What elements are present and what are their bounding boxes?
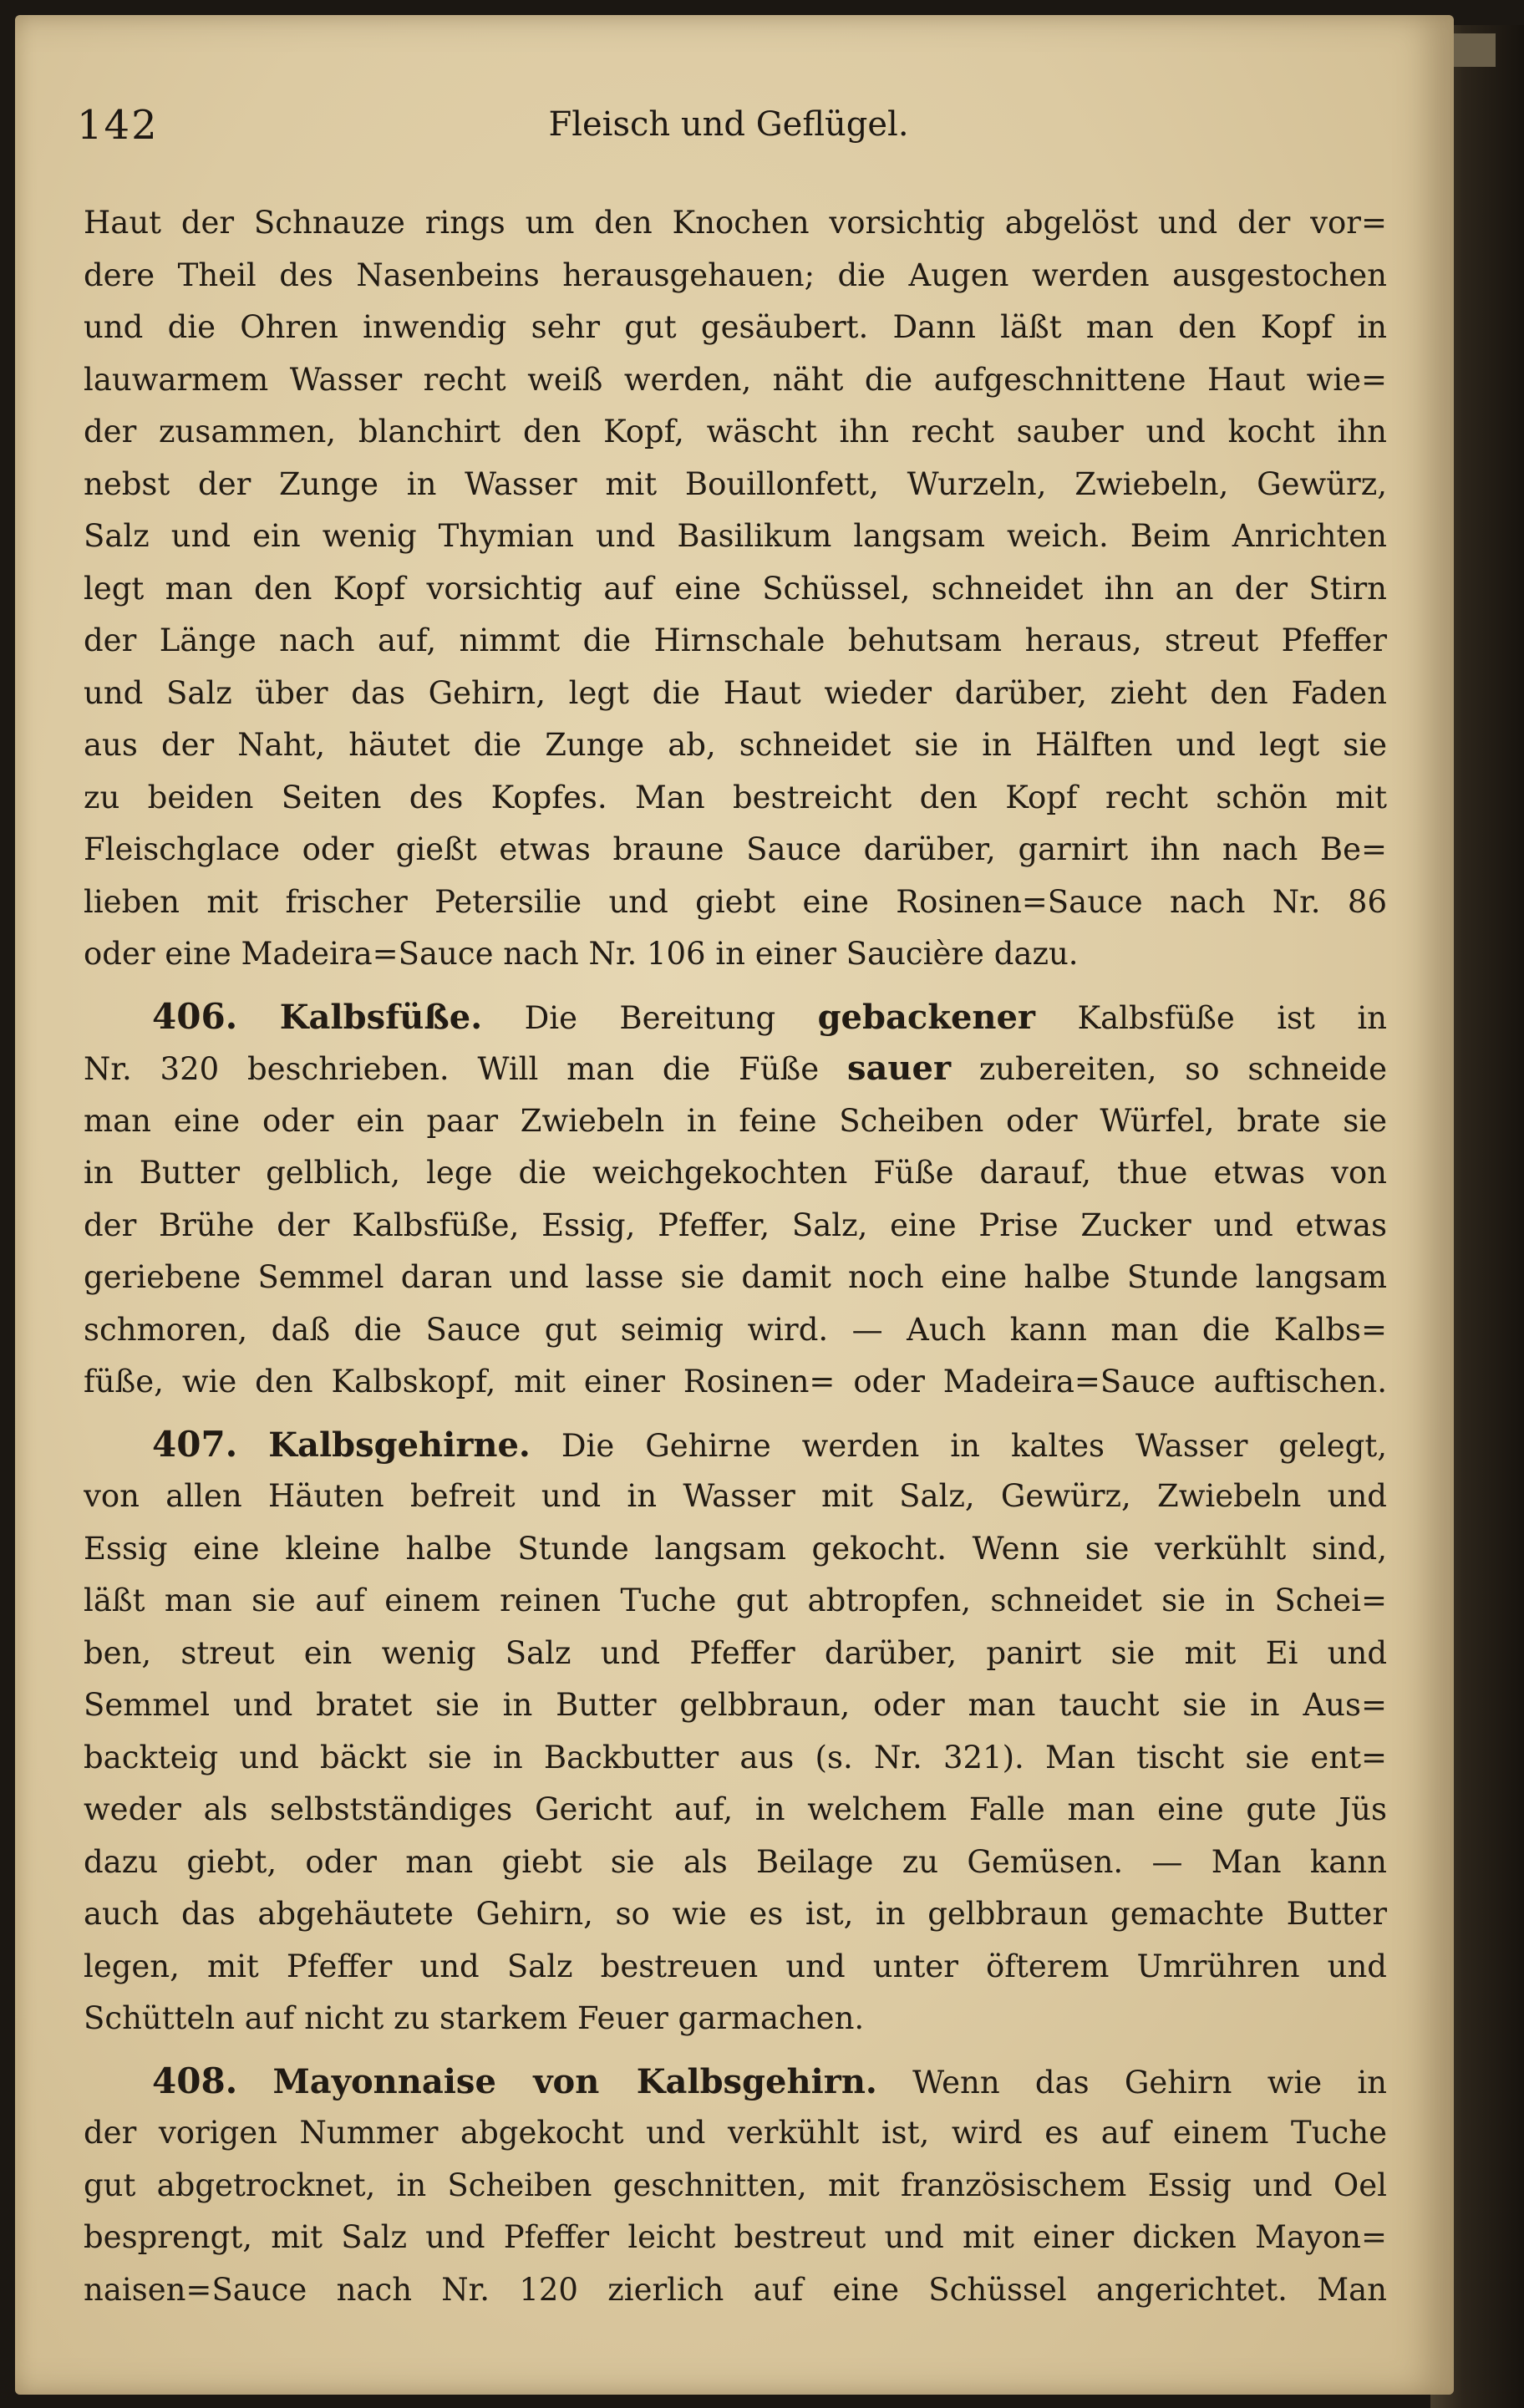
text-line: läßt man sie auf einem reinen Tuche gut abtropfen, schneidet sie in Schei=: [84, 1582, 1387, 1618]
text-run: Wenn das Gehirn wie in: [912, 2064, 1387, 2101]
page-number: 142: [77, 102, 159, 149]
continuation-paragraph: [84, 197, 1387, 981]
entry-number: 408.: [152, 2060, 238, 2101]
text-line: backteig und bäckt sie in Backbutter aus (s. Nr. 321). Man tischt sie ent=: [84, 1739, 1387, 1776]
text-line: der Brühe der Kalbsfüße, Essig, Pfeffer, Salz, eine Prise Zucker und etwas: [84, 1207, 1387, 1243]
text-run: Nr. 320 beschrieben. Will man die Füße: [84, 1051, 820, 1087]
entry-408: [84, 2055, 1387, 2317]
text-line: legen, mit Pfeffer und Salz bestreuen und unter öfterem Umrühren und: [84, 1948, 1387, 1984]
text-run: Kalbsfüße ist in: [1077, 999, 1387, 1036]
emphasized-word: gebackener: [817, 997, 1036, 1037]
text-line: Semmel und bratet sie in Butter gelbbraun, oder man taucht sie in Aus=: [84, 1687, 1387, 1723]
text-line: der zusammen, blanchirt den Kopf, wäscht ihn recht sauber und kocht ihn: [84, 414, 1387, 450]
text-line: legt man den Kopf vorsichtig auf eine Schüssel, schneidet ihn an der Stirn: [84, 570, 1387, 607]
text-line: Fleischglace oder gießt etwas braune Sauce darüber, garnirt ihn nach Be=: [84, 831, 1387, 867]
text-line: Salz und ein wenig Thymian und Basilikum langsam weich. Beim Anrichten: [84, 518, 1387, 554]
text-line: Haut der Schnauze rings um den Knochen vorsichtig abgelöst und der vor=: [84, 205, 1387, 241]
entry-title: Kalbsfüße.: [279, 997, 483, 1037]
text-line: Essig eine kleine halbe Stunde langsam gekocht. Wenn sie verkühlt sind,: [84, 1530, 1387, 1567]
text-run: Die Bereitung: [524, 999, 776, 1036]
page-body: [84, 197, 1387, 2316]
text-line: oder eine Madeira=Sauce nach Nr. 106 in einer Saucière dazu.: [84, 936, 1079, 972]
text-line: zu beiden Seiten des Kopfes. Man bestreicht den Kopf recht schön mit: [84, 779, 1387, 815]
text-line: [84, 1043, 1387, 1095]
text-line: dere Theil des Nasenbeins herausgehauen; die Augen werden ausgestochen: [84, 257, 1387, 293]
entry-title: Kalbsgehirne.: [268, 1425, 531, 1465]
text-line: weder als selbstständiges Gericht auf, in welchem Falle man eine gute Jüs: [84, 1791, 1387, 1827]
paragraph-gap: [84, 1409, 1387, 1419]
text-line: auch das abgehäutete Gehirn, so wie es ist, in gelbbraun gemachte Butter: [84, 1896, 1387, 1932]
entry-heading-line: [84, 991, 1387, 1044]
text-line: von allen Häuten befreit und in Wasser mit Salz, Gewürz, Zwiebeln und: [84, 1478, 1387, 1514]
text-run: zubereiten, so schneide: [978, 1051, 1387, 1087]
text-line: der vorigen Nummer abgekocht und verkühlt ist, wird es auf einem Tuche: [84, 2115, 1387, 2151]
text-line: und Salz über das Gehirn, legt die Haut wieder darüber, zieht den Faden: [84, 674, 1387, 711]
entry-407: [84, 1419, 1387, 2045]
text-line: nebst der Zunge in Wasser mit Bouillonfett, Wurzeln, Zwiebeln, Gewürz,: [84, 465, 1387, 502]
text-run: Die Gehirne werden in kaltes Wasser gelegt,: [561, 1427, 1387, 1464]
text-line: geriebene Semmel daran und lasse sie damit noch eine halbe Stunde langsam: [84, 1259, 1387, 1295]
paragraph-gap: [84, 981, 1387, 991]
text-line: besprengt, mit Salz und Pfeffer leicht bestreut und mit einer dicken Mayon=: [84, 2219, 1387, 2255]
text-line: der Länge nach auf, nimmt die Hirnschale behutsam heraus, streut Pfeffer: [84, 622, 1387, 658]
text-line: gut abgetrocknet, in Scheiben geschnitten, mit französischem Essig und Oel: [84, 2167, 1387, 2203]
text-line: dazu giebt, oder man giebt sie als Beilage zu Gemüsen. — Man kann: [84, 1843, 1387, 1880]
text-line: füße, wie den Kalbskopf, mit einer Rosinen= oder Madeira=Sauce auftischen.: [84, 1364, 1387, 1400]
text-line: schmoren, daß die Sauce gut seimig wird. — Auch kann man die Kalbs=: [84, 1311, 1387, 1348]
entry-heading-line: [84, 2055, 1387, 2108]
running-title: Fleisch und Geflügel.: [548, 105, 909, 144]
paragraph-gap: [84, 2045, 1387, 2055]
entry-number: 406.: [152, 995, 238, 1037]
entry-number: 407.: [152, 1423, 238, 1465]
text-line: in Butter gelblich, lege die weichgekochten Füße darauf, thue etwas von: [84, 1155, 1387, 1191]
text-line: und die Ohren inwendig sehr gut gesäubert. Dann läßt man den Kopf in: [84, 309, 1387, 345]
text-line: lieben mit frischer Petersilie und giebt eine Rosinen=Sauce nach Nr. 86: [84, 883, 1387, 920]
page-header: [77, 102, 1380, 169]
text-line: naisen=Sauce nach Nr. 120 zierlich auf eine Schüssel angerichtet. Man: [84, 2271, 1387, 2308]
emphasized-word: sauer: [846, 1049, 952, 1088]
text-line: man eine oder ein paar Zwiebeln in feine Scheiben oder Würfel, brate sie: [84, 1102, 1387, 1139]
entry-406: [84, 991, 1387, 1409]
text-line: ben, streut ein wenig Salz und Pfeffer darüber, panirt sie mit Ei und: [84, 1634, 1387, 1671]
entry-title: Mayonnaise von Kalbsgehirn.: [272, 2061, 877, 2101]
text-line: Schütteln auf nicht zu starkem Feuer garmachen.: [84, 2000, 865, 2036]
text-line: lauwarmem Wasser recht weiß werden, näht die aufgeschnittene Haut wie=: [84, 361, 1387, 398]
entry-heading-line: [84, 1419, 1387, 1471]
text-line: aus der Naht, häutet die Zunge ab, schneidet sie in Hälften und legt sie: [84, 727, 1387, 763]
